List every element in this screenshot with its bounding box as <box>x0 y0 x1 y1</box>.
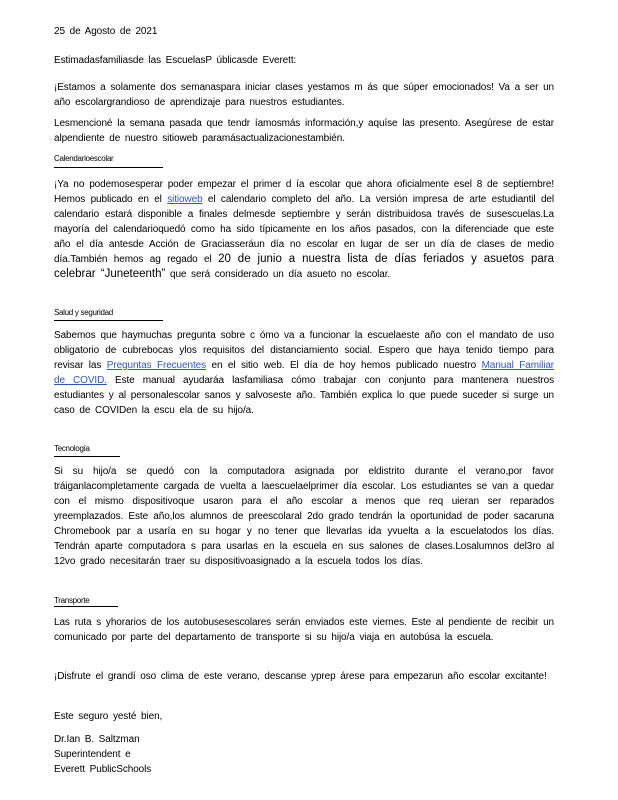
heading-underline <box>54 167 163 168</box>
heading-underline <box>54 320 163 321</box>
transport-paragraph: Las ruta s yhorarios de los autobusesescolares serán enviados este viernes. Este al pendiente de recibir un comunicado por parte del departamento de transporte si su hijo/a viaja en autobúsa la escuela. <box>54 617 554 643</box>
calendar-text-1: ¡Ya no podemosesperar poder empezar el primer d ía escolar que ahora oficialmente esel 8 de septiembre! Hemos publicado en el <box>54 179 554 205</box>
letter-date: 25 de Agosto de 2021 <box>54 26 158 37</box>
calendar-paragraph <box>54 177 554 282</box>
faq-link[interactable]: Preguntas Frecuentes <box>106 360 206 371</box>
health-text-3: Este manual ayudaráa lasfamiliasa cómo trabajar con conjunto para mantenera nuestros estudiantes y al personalescolar sanos y salvoseste año. También explica lo que puede suceder si surge un caso de COVIDen la escu ela de su hijo/a. <box>54 375 554 416</box>
heading-underline <box>54 456 120 457</box>
section-heading-health: Salud y seguridad <box>54 308 113 317</box>
website-link[interactable]: sitioweb <box>167 194 203 205</box>
intro-paragraph-1: ¡Estamos a solamente dos semanaspara iniciar clases yestamos m ás que súper emocionados! Va a ser un año escolargrandioso de aprendizaje para nuestros estudiantes. <box>54 82 554 108</box>
technology-paragraph: Si su hijo/a se quedó con la computadora asignada por eldistrito durante el verano,por favor tráiganlacompletamente cargada de vuelta a laescuelaelprimer día escolar. Los estudiantes se van a quedar con el mismo dispositivoque usaron para el año escolar a menos que req uieran ser reparados yreemplazados. Este año,los alumnos de preescolaral 2do grado tendrán la oportunidad de poder sacaruna Chromebook par a usaría en su hogar y no tener que llevarlas ida yvuelta a la escuelatodos los días. Tendrán aparte computadora s para usarlas en la escuela en sus salones de clases.Losalumnos del3ro al 12vo grado necesitarán traer su dispositivoasignado a la escuela todos los días. <box>54 466 554 567</box>
signature-block <box>54 732 554 777</box>
signature-title: Superintendent e <box>54 749 131 760</box>
section-heading-calendar: Calendarioescolar <box>54 154 114 163</box>
salutation: Estimadasfamiliasde las EscuelasP úblicasde Everett: <box>54 55 297 66</box>
signature-name: Dr.Ian B. Saltzman <box>54 734 140 745</box>
section-heading-transport: Transporte <box>54 596 90 605</box>
section-heading-technology: Tecnología <box>54 444 90 453</box>
sign-off: Este seguro yesté bien, <box>54 711 163 722</box>
calendar-text-3: que será considerado un día asueto no escolar. <box>165 269 391 280</box>
juneteenth-text: 20 de junio a nuestra lista de días feriados y asuetos para celebrar “Juneteenth” <box>54 253 555 280</box>
health-text-2: en el sitio web. El día de hoy hemos publicado nuestro <box>206 360 482 371</box>
health-text-1: Sabemos que haymuchas pregunta sobre c ómo va a funcionar la escuelaeste año con el mandato de uso obligatorio de cubrebocas ylos requisitos del distanciamiento social. Espero que haya tenido tiempo para revisar las <box>54 330 554 371</box>
signature-organization: Everett PublicSchools <box>54 764 152 775</box>
intro-paragraph-2: Lesmencioné la semana pasada que tendr íamosmás información,y aquíse las presento. Asegúrese de estar alpendiente de nuestro sitioweb paramásactualizacionestambién. <box>54 118 554 144</box>
health-paragraph <box>54 328 554 418</box>
heading-underline <box>54 606 118 607</box>
closing-paragraph: ¡Disfrute el grandí oso clima de este verano, descanse yprep árese para empezarun año escolar excitante! <box>54 671 547 682</box>
covid-manual-link[interactable]: Manual Familiar de COVID. <box>54 360 555 386</box>
calendar-text-2: el calendario completo del año. La versión impresa de arte estudiantil del calendario estará disponible a finales delmesde septiembre y serán distribuidosa través de susescuelas.La mayoría del calendarioquedó como ha sido típicamente en los años pasados, con la diferenciade que este año el día antesde Acción de Graciasseráun día no escolar en lugar de ser un día de clases de medio día.También hemos ag regado el <box>54 194 554 265</box>
